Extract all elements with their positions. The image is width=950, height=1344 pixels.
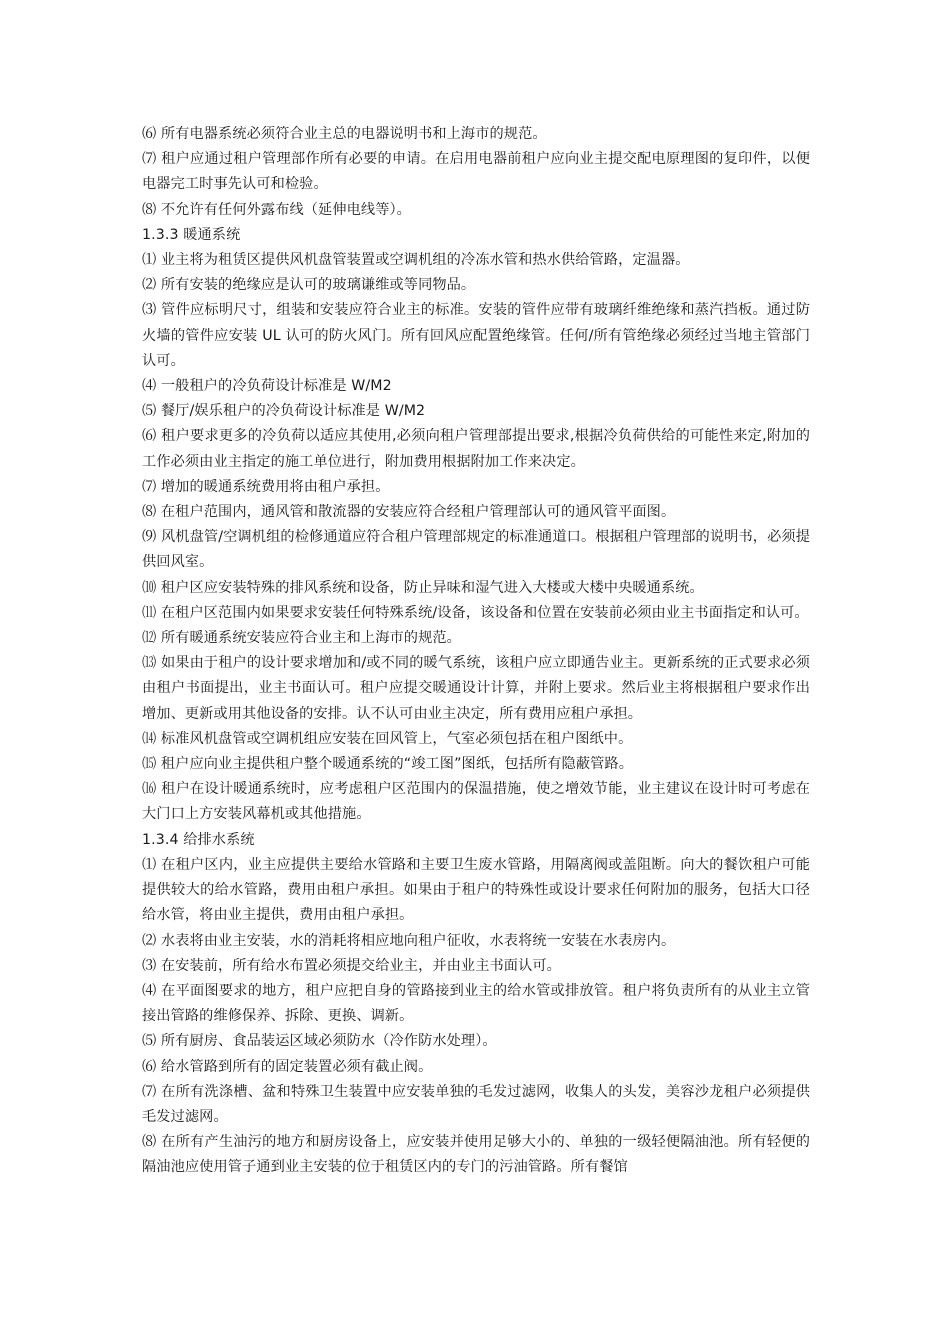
paragraph: ⑵ 水表将由业主安装，水的消耗将相应地向租户征收，水表将统一安装在水表房内。 <box>142 932 676 949</box>
paragraph: ⑷ 一般租户的冷负荷设计标准是 W/M2 <box>142 378 392 395</box>
paragraph: ⒂ 租户应向业主提供租户整个暖通系统的“竣工图”图纸，包括所有隐蔽管路。 <box>142 756 633 773</box>
paragraph: ⑿ 所有暖通系统安装应符合业主和上海市的规范。 <box>142 630 461 647</box>
paragraph: ⑻ 不允许有任何外露布线（延伸电线等）。 <box>142 201 411 218</box>
paragraph: ⑹ 给水管路到所有的固定装置必须有截止阀。 <box>142 1058 433 1075</box>
paragraph: ⑺ 租户应通过租户管理部作所有必要的申请。在启用电器前租户应向业主提交配电原理图的复印件，以便电器完工时事先认可和检验。 <box>142 151 810 193</box>
document-body <box>142 122 810 1181</box>
paragraph: ⑽ 租户区应安装特殊的排风系统和设备，防止异味和湿气进入大楼或大楼中央暖通系统。 <box>142 579 704 596</box>
paragraph: ⑴ 在租户区内，业主应提供主要给水管路和主要卫生废水管路，用隔离阀或盖阻断。向大的餐饮租户可能提供较大的给水管路，费用由租户承担。如果由于租户的特殊性或设计要求任何附加的服务，包括大口径给水管，将由业主提供，费用由租户承担。 <box>142 856 810 924</box>
paragraph: ⑸ 餐厅/娱乐租户的冷负荷设计标准是 W/M2 <box>142 403 426 420</box>
paragraph: ⑼ 风机盘管/空调机组的检修通道应符合租户管理部规定的标准通道口。根据租户管理部的说明书，必须提供回风室。 <box>142 529 810 571</box>
paragraph: ⑺ 增加的暖通系统费用将由租户承担。 <box>142 478 390 495</box>
paragraph: ⑻ 在所有产生油污的地方和厨房设备上，应安装并使用足够大小的、单独的一级轻便隔油池。所有轻便的隔油池应使用管子通到业主安装的位于租赁区内的专门的污油管路。所有餐馆 <box>142 1134 810 1176</box>
section-heading: 1.3.4 给排水系统 <box>142 831 255 848</box>
paragraph: ⑷ 在平面图要求的地方，租户应把自身的管路接到业主的给水管或排放管。租户将负责所有的从业主立管接出管路的维修保养、拆除、更换、调新。 <box>142 982 810 1025</box>
paragraph: ⑾ 在租户区范围内如果要求安装任何特殊系统/设备，该设备和位置在安装前必须由业主书面指定和认可。 <box>142 604 809 621</box>
paragraph: ⑴ 业主将为租赁区提供风机盘管装置或空调机组的冷冻水管和热水供给管路，定温器。 <box>142 252 690 269</box>
paragraph: ⑻ 在租户范围内，通风管和散流器的安装应符合经租户管理部认可的通风管平面图。 <box>142 504 676 521</box>
paragraph: ⑸ 所有厨房、食品装运区域必须防水（冷作防水处理）。 <box>142 1033 497 1050</box>
paragraph: ⒁ 标准风机盘管或空调机组应安装在回风管上，气室必须包括在租户图纸中。 <box>142 730 633 747</box>
paragraph: ⑶ 在安装前，所有给水布置必须提交给业主，并由业主书面认可。 <box>142 957 561 974</box>
paragraph: ⑹ 所有电器系统必须符合业主总的电器说明书和上海市的规范。 <box>142 126 547 142</box>
paragraph: ⑶ 管件应标明尺寸，组装和安装应符合业主的标准。安装的管件应带有玻璃纤维绝缘和蒸汽挡板。通过防火墙的管件应安装 UL 认可的防火风门。所有回风应配置绝缘管。任何/所有管绝缘必须经过当地主管部门认可。 <box>142 302 810 369</box>
paragraph: ⒀ 如果由于租户的设计要求增加和/或不同的暖气系统，该租户应立即通告业主。更新系统的正式要求必须由租户书面提出，业主书面认可。租户应提交暖通设计计算，并附上要求。然后业主将根据租户要求作出增加、更新或用其他设备的安排。认不认可由业主决定，所有费用应租户承担。 <box>142 655 810 722</box>
paragraph: ⒃ 租户在设计暖通系统时，应考虑租户区范围内的保温措施，使之增效节能，业主建议在设计时可考虑在大门口上方安装风幕机或其他措施。 <box>142 781 810 823</box>
section-heading: 1.3.3 暖通系统 <box>142 226 241 243</box>
paragraph: ⑺ 在所有洗涤槽、盆和特殊卫生装置中应安装单独的毛发过滤网，收集人的头发，美容沙龙租户必须提供毛发过滤网。 <box>142 1083 810 1125</box>
paragraph: ⑹ 租户要求更多的冷负荷以适应其使用,必须向租户管理部提出要求,根据冷负荷供给的可能性来定,附加的工作必须由业主指定的施工单位进行，附加费用根据附加工作来决定。 <box>142 428 810 470</box>
paragraph: ⑵ 所有安装的绝缘应是认可的玻璃谦维或等同物品。 <box>142 277 476 294</box>
